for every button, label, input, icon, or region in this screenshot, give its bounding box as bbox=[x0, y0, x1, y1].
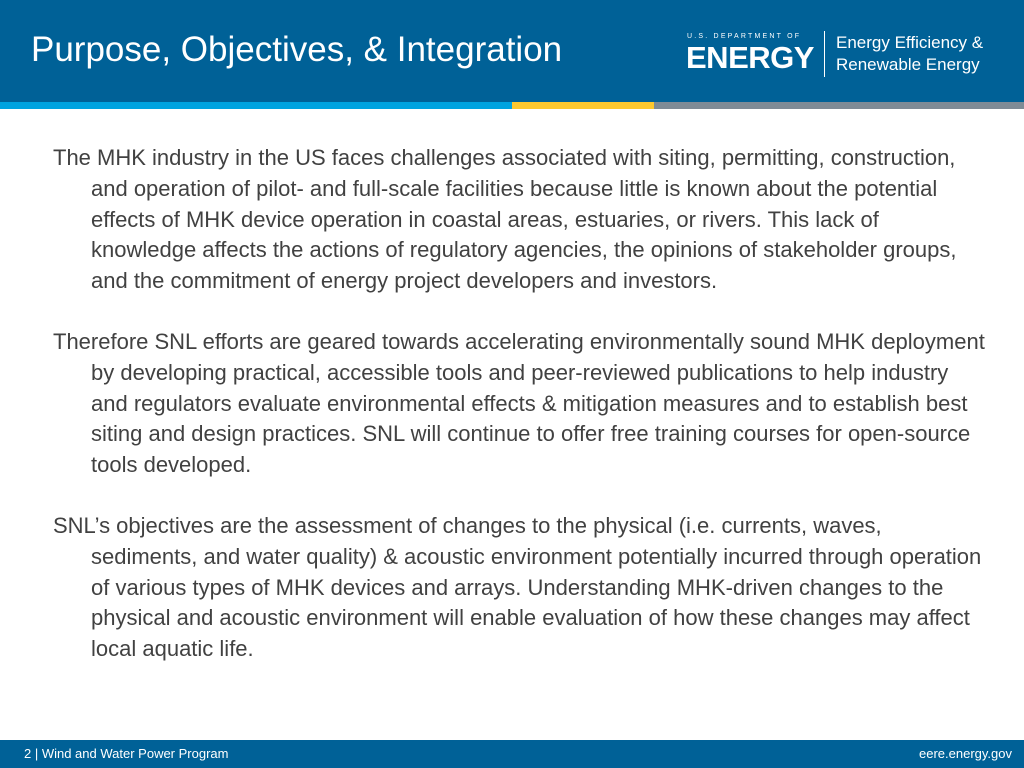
logo-program-name bbox=[836, 32, 1006, 76]
footer-page-program: 2 | Wind and Water Power Program bbox=[24, 746, 229, 761]
body-paragraph-1: The MHK industry in the US faces challenges associated with siting, permitting, construction, and operation of pilot- and full-scale facilities because little is known about the potential effects of MHK device operation in coastal areas, estuaries, or rivers. This lack of knowledge affects the actions of regulatory agencies, the opinions of stakeholder groups, and the commitment of energy project developers and investors. bbox=[53, 145, 957, 294]
slide-title: Purpose, Objectives, & Integration bbox=[31, 30, 563, 69]
doe-eere-logo bbox=[686, 30, 1006, 78]
accent-stripe-blue bbox=[0, 102, 512, 109]
body-paragraph-3: SNL’s objectives are the assessment of changes to the physical (i.e. currents, waves, sediments, and water quality) & acoustic environment potentially incurred through operation of various types of MHK devices and arrays. Understanding MHK-driven changes to the physical and acoustic environment will enable evaluation of how these changes may affect local aquatic life. bbox=[53, 512, 982, 662]
logo-program-line-1: Energy Efficiency & bbox=[836, 33, 984, 52]
footer-website: eere.energy.gov bbox=[919, 746, 1012, 761]
accent-stripe-yellow bbox=[512, 102, 654, 109]
slide-footer bbox=[0, 740, 1024, 768]
body-paragraph-2: Therefore SNL efforts are geared towards accelerating environmentally sound MHK deployment by developing practical, accessible tools and peer-reviewed publications to help industry and regulators evaluate environmental effects & mitigation measures and to establish best siting and design practices. SNL will continue to offer free training courses for open-source tools developed. bbox=[53, 328, 985, 478]
logo-divider bbox=[824, 31, 825, 77]
slide-header bbox=[0, 0, 1024, 102]
accent-stripe-gray bbox=[654, 102, 1024, 109]
logo-program-line-2: Renewable Energy bbox=[836, 55, 980, 74]
logo-department-line: U.S. DEPARTMENT OF bbox=[687, 33, 802, 40]
slide-body bbox=[53, 143, 988, 695]
logo-energy-wordmark: ENERGY bbox=[686, 40, 814, 75]
